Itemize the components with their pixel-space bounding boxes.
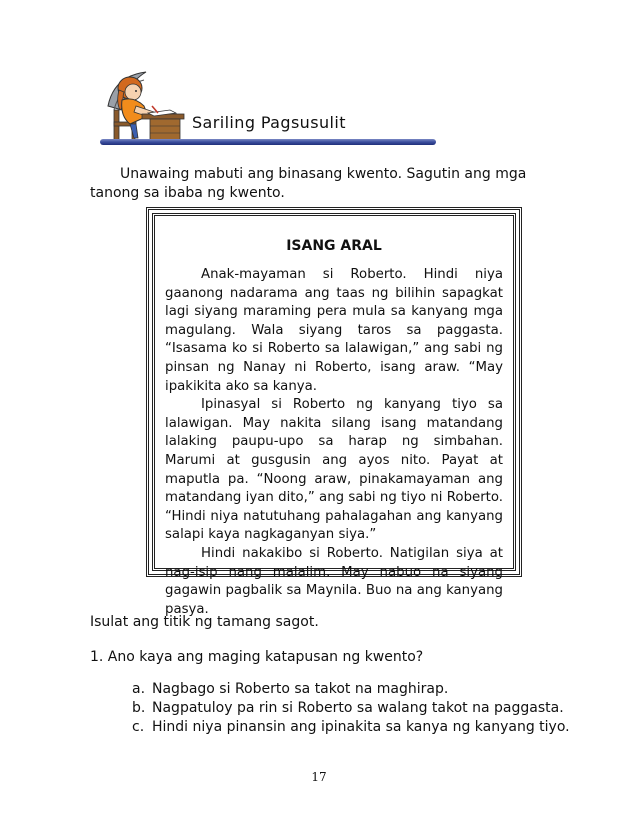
story-paragraph: Hindi nakakibo si Roberto. Natigilan siya at nag-isip nang malalim. May nabuo na siyang gagawin pagbalik sa Maynila. Buo na ang kanyang pasya.	[165, 545, 503, 617]
story-paragraph: Anak-mayaman si Roberto. Hindi niya gaanong nadarama ang taas ng bilihin sapagkat lagi siyang maraming pera mula sa kanyang mga magulang. Wala siyang taros sa paggasta. “Isasama ko si Roberto sa lalawigan,” ang sabi ng pinsan ng Nanay ni Roberto, isang araw. “May ipakikita ako sa kanya.	[165, 267, 503, 394]
question-1: 1. Ano kaya ang maging katapusan ng kwento?	[90, 649, 424, 665]
answer-instruction: Isulat ang titik ng tamang sagot.	[90, 614, 319, 630]
story-title: ISANG ARAL	[286, 238, 382, 254]
choice-c: c. Hindi niya pinansin ang ipinakita sa kanya ng kanyang tiyo.	[132, 719, 570, 735]
story-box-inner	[152, 213, 516, 617]
instruction-text: Unawaing mabuti ang binasang kwento. Sagutin ang mga tanong sa ibaba ng kwento.	[90, 166, 527, 201]
story-box	[146, 207, 522, 617]
story-paragraph: Ipinasyal si Roberto ng kanyang tiyo sa lalawigan. May nakita silang isang matandang lalaking paupu-upo sa harap ng simbahan. Marumi at gusgusin ang ayos nito. Payat at maputla pa. “Noong araw, pinakamayaman ang matandang iyan dito,” ang sabi ng tiyo ni Roberto. “Hindi niya natutuhang pahalagahan ang kanyang salapi kaya nagkaganyan siya.”	[165, 397, 503, 543]
header-divider	[100, 139, 436, 145]
choice-a: a. Nagbago si Roberto sa takot na maghirap.	[132, 681, 449, 697]
child-writing-at-desk-icon	[104, 66, 186, 146]
section-title: Sariling Pagsusulit	[192, 113, 346, 132]
page-number: 17	[311, 770, 327, 784]
choice-b: b. Nagpatuloy pa rin si Roberto sa walang takot na paggasta.	[132, 700, 564, 716]
choice-list	[132, 680, 570, 737]
